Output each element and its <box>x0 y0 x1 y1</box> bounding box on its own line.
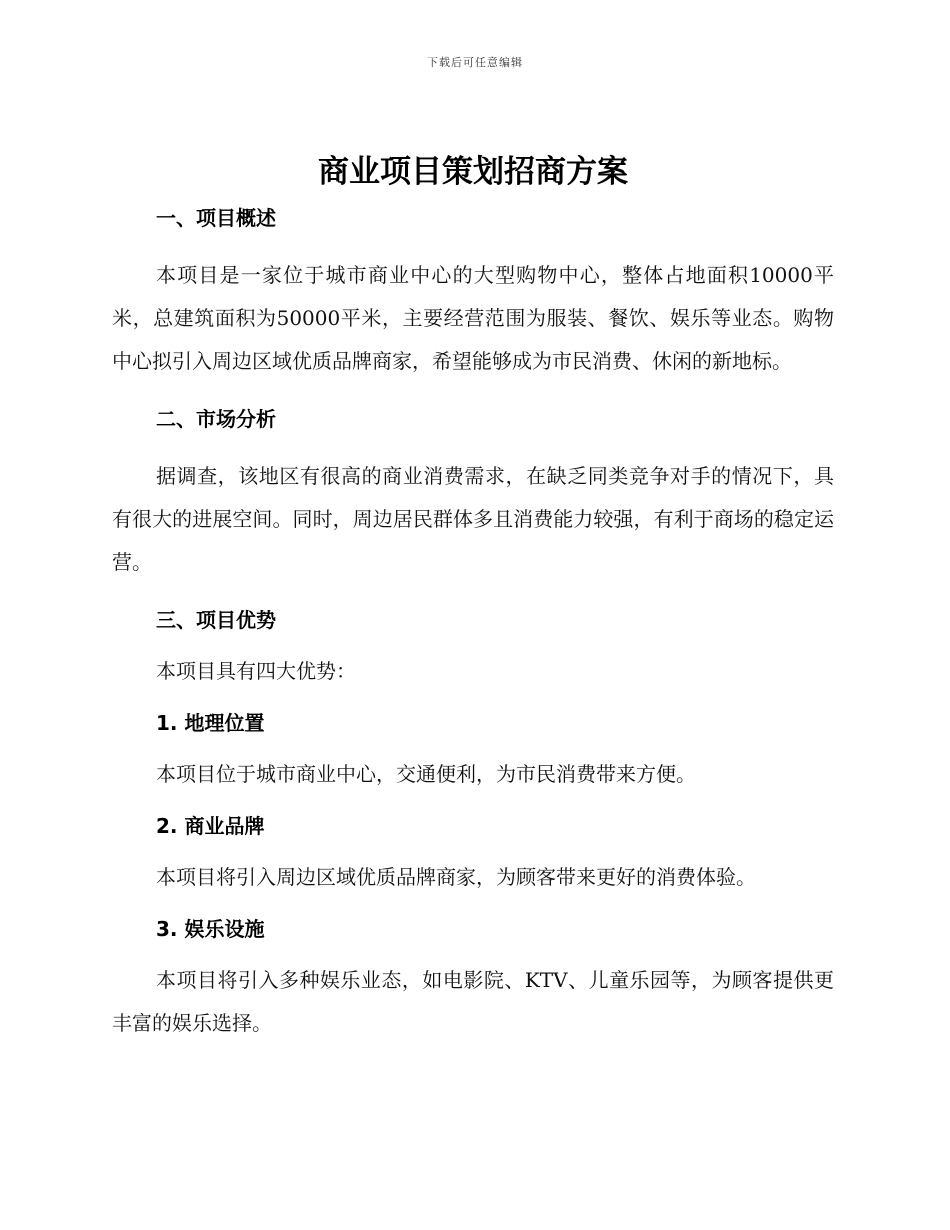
advantage-paragraph-brand: 本项目将引入周边区域优质品牌商家，为顾客带来更好的消费体验。 <box>156 865 756 889</box>
section-paragraph-overview: 本项目是一家位于城市商业中心的大型购物中心，整体占地面积10000平米，总建筑面积为50000平米，主要经营范围为服装、餐饮、娱乐等业态。购物中心拟引入周边区域优质品牌商家，希望能够成为市民消费、休闲的新地标。 <box>112 263 834 373</box>
advantage-heading-entertainment: 3. 娱乐设施 <box>156 917 265 941</box>
page-header: 下载后可任意编辑 <box>427 56 523 69</box>
section-paragraph-market: 据调查，该地区有很高的商业消费需求，在缺乏同类竞争对手的情况下，具有很大的进展空间。同时，周边居民群体多且消费能力较强，有利于商场的稳定运营。 <box>112 464 834 574</box>
section-paragraph-advantages: 本项目具有四大优势： <box>156 659 356 683</box>
advantage-paragraph-location: 本项目位于城市商业中心，交通便利，为市民消费带来方便。 <box>156 762 696 786</box>
advantage-heading-location: 1. 地理位置 <box>156 711 265 735</box>
document-title: 商业项目策划招商方案 <box>318 154 628 190</box>
document-body <box>112 150 834 1045</box>
advantage-heading-brand: 2. 商业品牌 <box>156 814 265 838</box>
section-heading-advantages: 三、项目优势 <box>156 608 276 632</box>
advantage-paragraph-entertainment: 本项目将引入多种娱乐业态，如电影院、KTV、儿童乐园等，为顾客提供更丰富的娱乐选择。 <box>112 968 834 1035</box>
section-heading-market: 二、市场分析 <box>156 407 276 431</box>
section-heading-overview: 一、项目概述 <box>156 206 276 230</box>
